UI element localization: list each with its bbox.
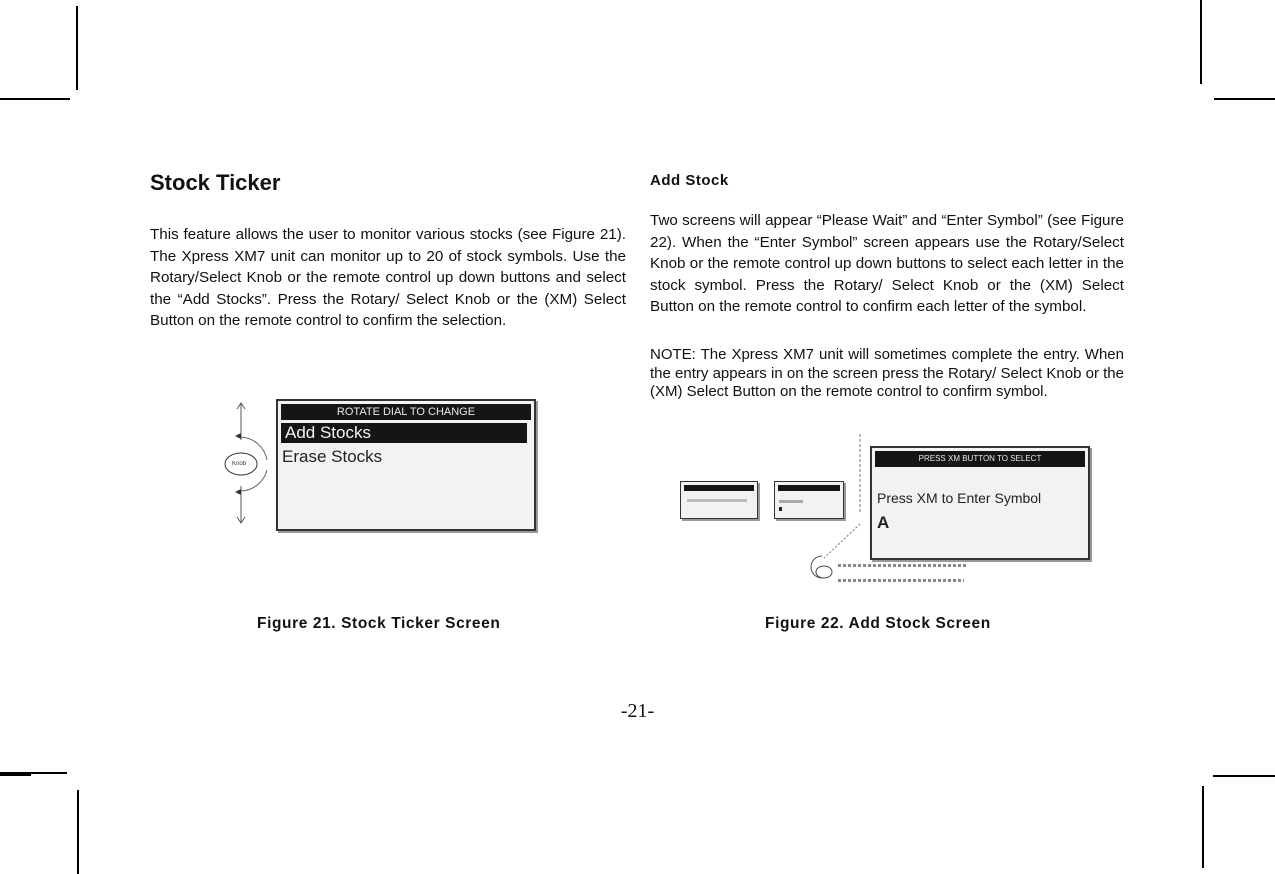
crop-mark <box>76 6 78 90</box>
add-stock-paragraph: Two screens will appear “Please Wait” and “Enter Symbol” (see Figure 22). When the “Enter Symbol” screen appears use the Rotary/Select Knob or the remote control up down buttons to select each letter in the stock symbol. Press the Rotary/ Select Knob or the (XM) Select Button on the remote control to confirm each letter of the symbol. <box>650 212 1124 316</box>
please-wait-screen-thumbnail <box>680 481 758 519</box>
menu-item-erase-stocks[interactable]: Erase Stocks <box>282 447 383 466</box>
menu-item-add-stocks[interactable]: Add Stocks <box>281 423 527 443</box>
enter-symbol-prompt: Press XM to Enter Symbol <box>877 490 1042 506</box>
alphabet-row-reverse <box>838 564 968 567</box>
symbol-letter-entry[interactable]: A <box>877 513 890 532</box>
alphabet-row-forward <box>838 579 964 582</box>
add-stock-screen <box>870 446 1090 560</box>
thumbnail-text <box>779 500 803 503</box>
page-number: -21- <box>620 700 655 722</box>
screen-header: ROTATE DIAL TO CHANGE <box>281 404 531 420</box>
figure-22-connector-lines <box>812 432 872 582</box>
stock-ticker-screen <box>276 399 536 531</box>
figure-21-caption: Figure 21. Stock Ticker Screen <box>257 615 501 632</box>
add-stock-note: NOTE: The Xpress XM7 unit will sometimes complete the entry. When the entry appears in on the screen press the Rotary/ Select Knob or the (XM) Select Button on the remote control to confirm symbol. <box>650 346 1124 400</box>
section-title-stock-ticker: Stock Ticker <box>150 170 281 195</box>
crop-mark <box>1214 98 1275 100</box>
crop-mark <box>0 98 70 100</box>
figure-22-caption: Figure 22. Add Stock Screen <box>765 615 991 632</box>
rotary-knob-diagram <box>222 400 282 530</box>
crop-mark <box>0 774 31 776</box>
section-title-add-stock: Add Stock <box>650 172 729 189</box>
knob-label: Knob <box>232 461 247 467</box>
crop-mark <box>77 790 79 874</box>
thumbnail-header-bar <box>684 485 754 491</box>
thumbnail-cursor <box>779 507 782 511</box>
crop-mark <box>1213 775 1275 777</box>
screen-header: PRESS XM BUTTON TO SELECT <box>875 451 1085 467</box>
stock-ticker-paragraph: This feature allows the user to monitor various stocks (see Figure 21). The Xpress XM7 unit can monitor up to 20 of stock symbols. Use the Rotary/Select Knob or the remote control up down buttons and select the “Add Stocks”. Press the Rotary/ Select Knob or the (XM) Select Button on the remote control to confirm the selection. <box>150 226 626 330</box>
crop-mark <box>1200 0 1202 84</box>
thumbnail-text <box>687 499 747 502</box>
crop-mark <box>1202 786 1204 868</box>
